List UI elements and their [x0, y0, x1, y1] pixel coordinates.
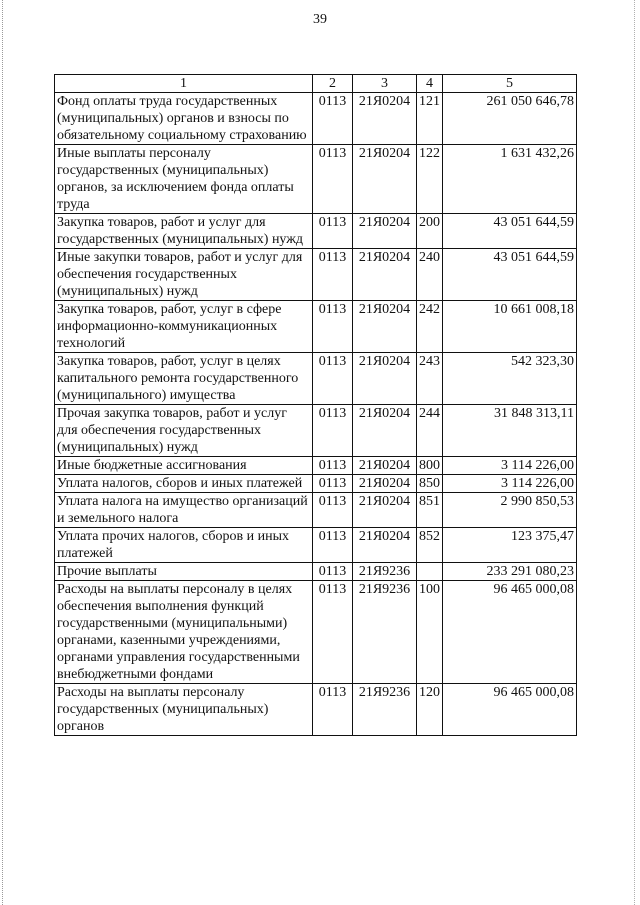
section-code: 0113 — [313, 301, 353, 353]
amount: 96 465 000,08 — [443, 684, 577, 736]
section-code: 0113 — [313, 353, 353, 405]
target-article-code: 21Я0204 — [353, 249, 417, 301]
target-article-code: 21Я0204 — [353, 93, 417, 145]
expense-type-code — [417, 563, 443, 581]
target-article-code: 21Я0204 — [353, 528, 417, 563]
table-row — [55, 93, 577, 145]
section-code: 0113 — [313, 405, 353, 457]
section-code: 0113 — [313, 214, 353, 249]
expense-type-code: 100 — [417, 581, 443, 684]
amount: 3 114 226,00 — [443, 475, 577, 493]
table-row — [55, 493, 577, 528]
expense-name: Расходы на выплаты персоналу в целях обеспечения выполнения функций государственными (муниципальными) органами, казенными учреждениями, органами управления государственными внебюджетными фондами — [55, 581, 313, 684]
target-article-code: 21Я0204 — [353, 475, 417, 493]
amount: 3 114 226,00 — [443, 457, 577, 475]
expense-name: Иные бюджетные ассигнования — [55, 457, 313, 475]
column-header-5: 5 — [443, 75, 577, 93]
column-header-2: 2 — [313, 75, 353, 93]
table-row — [55, 475, 577, 493]
target-article-code: 21Я9236 — [353, 684, 417, 736]
column-header-1: 1 — [55, 75, 313, 93]
expense-type-code: 851 — [417, 493, 443, 528]
section-code: 0113 — [313, 93, 353, 145]
scan-edge-right — [634, 0, 636, 905]
section-code: 0113 — [313, 684, 353, 736]
amount: 43 051 644,59 — [443, 214, 577, 249]
amount: 31 848 313,11 — [443, 405, 577, 457]
expense-type-code: 121 — [417, 93, 443, 145]
table-row — [55, 405, 577, 457]
expense-type-code: 850 — [417, 475, 443, 493]
section-code: 0113 — [313, 493, 353, 528]
table-row — [55, 457, 577, 475]
table-row — [55, 214, 577, 249]
expense-name: Прочие выплаты — [55, 563, 313, 581]
expense-name: Закупка товаров, работ и услуг для государственных (муниципальных) нужд — [55, 214, 313, 249]
expense-name: Закупка товаров, работ, услуг в сфере информационно-коммуникационных технологий — [55, 301, 313, 353]
target-article-code: 21Я0204 — [353, 301, 417, 353]
amount: 43 051 644,59 — [443, 249, 577, 301]
expense-type-code: 240 — [417, 249, 443, 301]
amount: 542 323,30 — [443, 353, 577, 405]
table-row — [55, 581, 577, 684]
section-code: 0113 — [313, 563, 353, 581]
expense-type-code: 244 — [417, 405, 443, 457]
target-article-code: 21Я0204 — [353, 405, 417, 457]
expense-name: Фонд оплаты труда государственных (муниципальных) органов и взносы по обязательному социальному страхованию — [55, 93, 313, 145]
target-article-code: 21Я9236 — [353, 563, 417, 581]
table-header-row — [55, 75, 577, 93]
section-code: 0113 — [313, 581, 353, 684]
amount: 123 375,47 — [443, 528, 577, 563]
expense-type-code: 852 — [417, 528, 443, 563]
expense-type-code: 122 — [417, 145, 443, 214]
amount: 261 050 646,78 — [443, 93, 577, 145]
target-article-code: 21Я0204 — [353, 457, 417, 475]
table-row — [55, 301, 577, 353]
expense-type-code: 243 — [417, 353, 443, 405]
target-article-code: 21Я0204 — [353, 493, 417, 528]
section-code: 0113 — [313, 145, 353, 214]
expense-name: Уплата налогов, сборов и иных платежей — [55, 475, 313, 493]
table-row — [55, 353, 577, 405]
table-row — [55, 528, 577, 563]
expense-name: Уплата прочих налогов, сборов и иных платежей — [55, 528, 313, 563]
expense-type-code: 200 — [417, 214, 443, 249]
expense-type-code: 800 — [417, 457, 443, 475]
expense-name: Прочая закупка товаров, работ и услуг для обеспечения государственных (муниципальных) нужд — [55, 405, 313, 457]
target-article-code: 21Я0204 — [353, 145, 417, 214]
page-number: 39 — [313, 12, 327, 27]
amount: 233 291 080,23 — [443, 563, 577, 581]
target-article-code: 21Я0204 — [353, 353, 417, 405]
column-header-4: 4 — [417, 75, 443, 93]
expense-name: Закупка товаров, работ, услуг в целях капитального ремонта государственного (муниципального) имущества — [55, 353, 313, 405]
amount: 96 465 000,08 — [443, 581, 577, 684]
table-row — [55, 145, 577, 214]
table-body — [55, 93, 577, 736]
target-article-code: 21Я9236 — [353, 581, 417, 684]
section-code: 0113 — [313, 528, 353, 563]
target-article-code: 21Я0204 — [353, 214, 417, 249]
expense-name: Иные выплаты персоналу государственных (муниципальных) органов, за исключением фонда оплаты труда — [55, 145, 313, 214]
section-code: 0113 — [313, 475, 353, 493]
amount: 1 631 432,26 — [443, 145, 577, 214]
column-header-3: 3 — [353, 75, 417, 93]
amount: 10 661 008,18 — [443, 301, 577, 353]
section-code: 0113 — [313, 249, 353, 301]
amount: 2 990 850,53 — [443, 493, 577, 528]
expense-name: Уплата налога на имущество организаций и земельного налога — [55, 493, 313, 528]
expense-type-code: 120 — [417, 684, 443, 736]
table-row — [55, 563, 577, 581]
expense-name: Иные закупки товаров, работ и услуг для обеспечения государственных (муниципальных) нужд — [55, 249, 313, 301]
section-code: 0113 — [313, 457, 353, 475]
budget-table — [54, 74, 577, 736]
table-row — [55, 684, 577, 736]
scan-edge-left — [2, 0, 4, 905]
expense-type-code: 242 — [417, 301, 443, 353]
table-row — [55, 249, 577, 301]
expense-name: Расходы на выплаты персоналу государственных (муниципальных) органов — [55, 684, 313, 736]
